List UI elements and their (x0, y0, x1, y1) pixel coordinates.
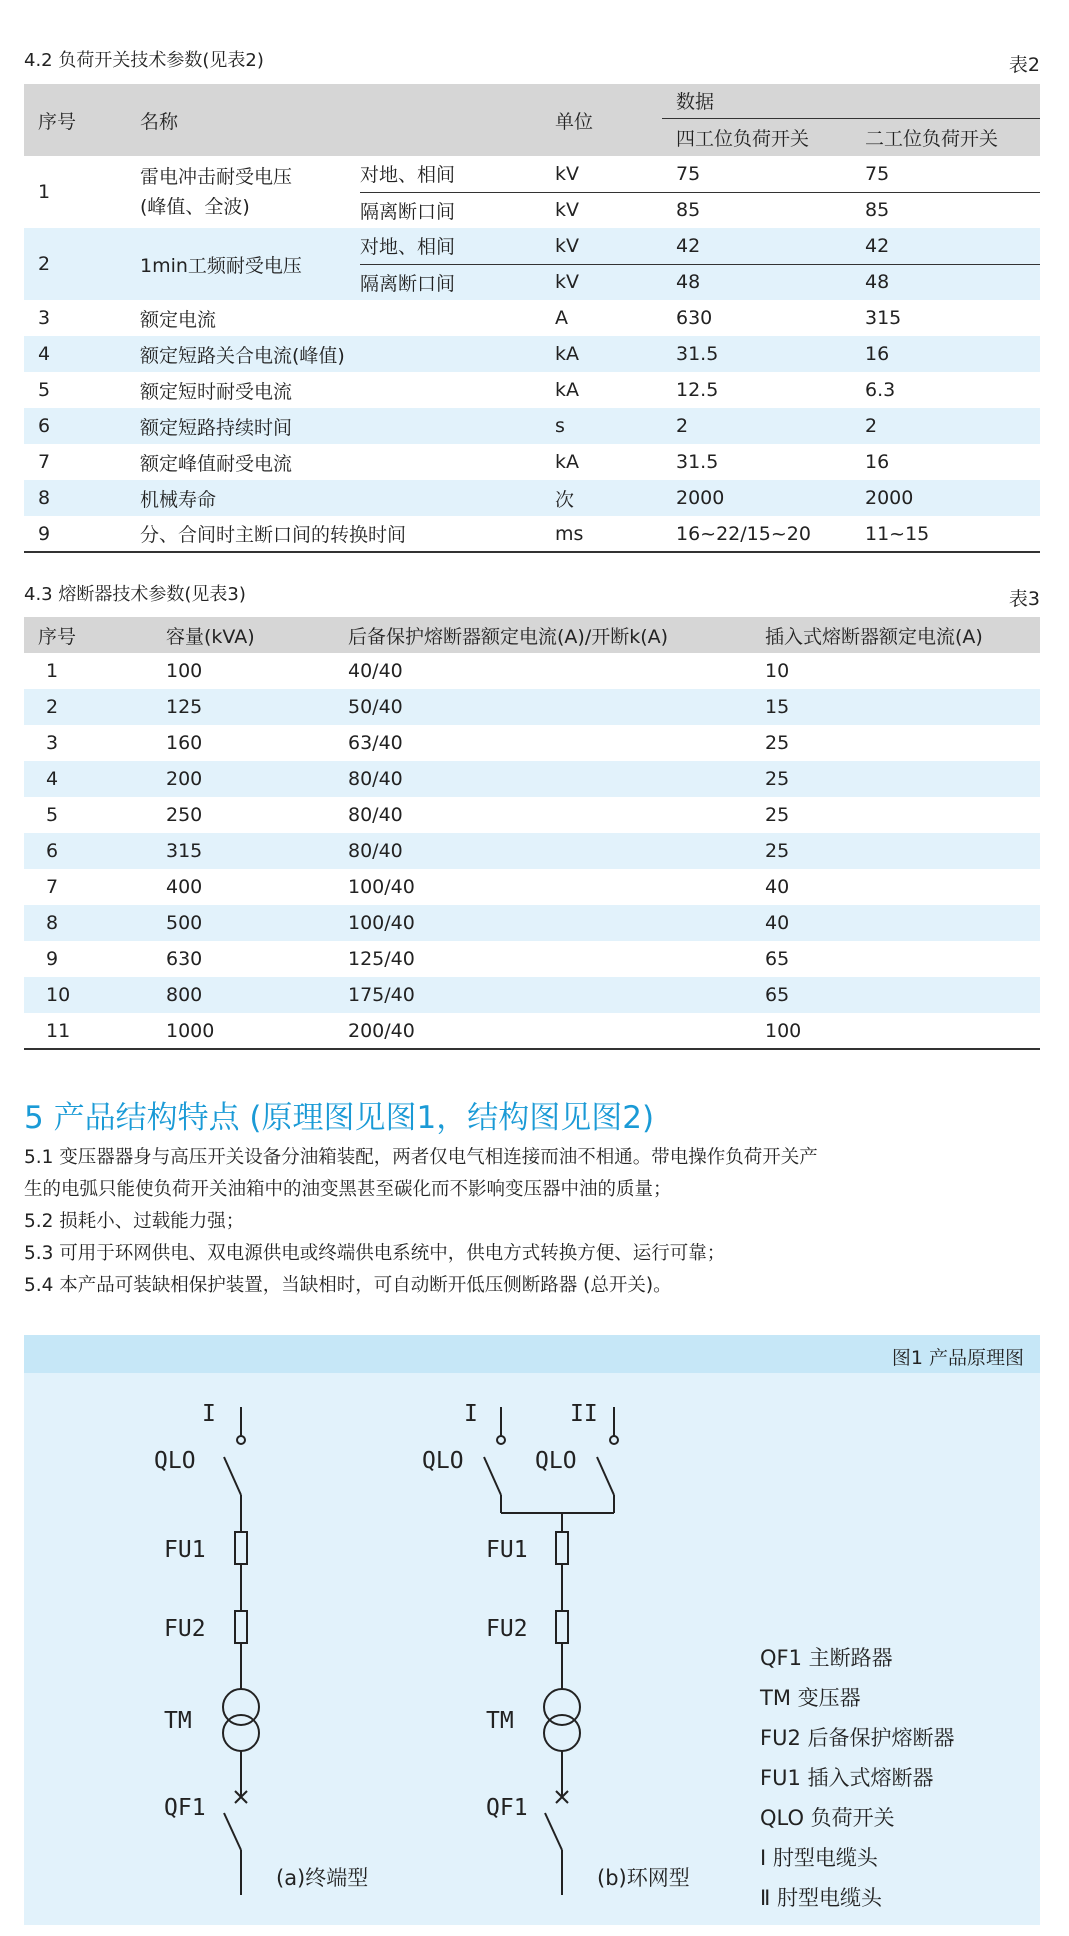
t2-cell-no: 5 (38, 379, 51, 401)
table-row (24, 653, 1040, 689)
t3-cell-backup: 40/40 (348, 660, 403, 682)
t3-cell-no: 2 (46, 696, 59, 718)
t2-header-name: 名称 (140, 110, 179, 133)
t2-r1b-unit: kV (555, 199, 580, 222)
t2-cell-name: 额定峰值耐受电流 (140, 452, 293, 475)
t2-r1a-v2: 75 (865, 156, 1040, 192)
t2-cell-unit: s (555, 415, 565, 437)
t2-r1-name-line1: 雷电冲击耐受电压 (140, 166, 293, 188)
t2-r2b-v2: 48 (865, 271, 890, 294)
t2-cell-v2: 11~15 (865, 522, 930, 545)
t2-r1a-v1: 75 (662, 156, 865, 192)
t2-cell-no: 7 (38, 451, 51, 473)
figure1 (24, 1335, 1040, 1925)
t3-cell-capacity: 315 (166, 840, 203, 862)
section5-heading: 5 产品结构特点 (原理图见图1，结构图见图2) (24, 1100, 655, 1136)
t3-cell-plugin: 25 (765, 732, 790, 754)
t2-cell-unit: kA (555, 343, 580, 365)
t2-r2a-sub: 对地、相间 (360, 228, 555, 264)
t2-cell-v2: 2000 (865, 487, 914, 509)
t2-r2b-unit: kV (555, 271, 580, 294)
table-row (24, 516, 1040, 552)
legend-fu2: FU2 后备保护熔断器 (760, 1726, 955, 1750)
t2-cell-no: 3 (38, 307, 51, 329)
table3-label: 表3 (1008, 588, 1040, 610)
label-fu2-b: FU2 (486, 1616, 528, 1642)
t3-cell-no: 10 (46, 984, 71, 1006)
t3-cell-no: 5 (46, 804, 59, 826)
label-qf1-b: QF1 (486, 1795, 528, 1821)
table-row (24, 1013, 1040, 1049)
t2-cell-v1: 2 (676, 415, 689, 437)
t2-cell-name: 机械寿命 (140, 488, 217, 511)
t3-cell-capacity: 630 (166, 948, 203, 970)
schematic-diagram (24, 1335, 1040, 1925)
t2-r1b-v2: 85 (865, 199, 890, 222)
t2-cell-name: 额定短时耐受电流 (140, 380, 293, 403)
t2-cell-unit: kA (555, 379, 580, 401)
table-row (24, 941, 1040, 977)
t2-cell-no: 8 (38, 487, 51, 509)
label-qlo-a: QLO (154, 1448, 196, 1474)
t3-cell-plugin: 40 (765, 912, 790, 934)
t2-cell-v2: 6.3 (865, 379, 896, 401)
t2-r1b-v1: 85 (676, 199, 701, 222)
table-row (24, 869, 1040, 905)
table-row (24, 336, 1040, 372)
t2-cell-v1: 16~22/15~20 (676, 522, 811, 545)
table2-section-title: 4.2 负荷开关技术参数(见表2) (24, 50, 264, 71)
table-row (24, 300, 1040, 336)
t3-cell-no: 8 (46, 912, 59, 934)
t2-cell-unit: ms (555, 522, 584, 545)
t2-r2a-v1: 42 (662, 228, 865, 264)
t2-cell-unit: 次 (555, 488, 575, 511)
t2-cell-v2: 315 (865, 307, 902, 329)
t2-r2a-unit: kV (555, 228, 662, 264)
t2-r1a-unit: kV (555, 156, 662, 192)
t2-r2b-v1: 48 (676, 271, 701, 294)
t3-cell-capacity: 400 (166, 876, 203, 898)
table-row (24, 372, 1040, 408)
label-cable-head-ii-b: II (570, 1401, 598, 1427)
para-5-2: 5.2 损耗小、过载能力强； (24, 1211, 245, 1232)
t3-header-plugin: 插入式熔断器额定电流(A) (765, 625, 983, 648)
table-row (24, 228, 1040, 264)
t3-cell-plugin: 65 (765, 948, 790, 970)
t2-cell-unit: A (555, 307, 568, 329)
t2-cell-no: 4 (38, 343, 51, 365)
t3-cell-no: 7 (46, 876, 59, 898)
t2-cell-v1: 31.5 (676, 451, 719, 473)
t2-r2-name: 1min工频耐受电压 (140, 254, 302, 277)
t2-cell-v2: 16 (865, 451, 890, 473)
caption-a: (a)终端型 (276, 1866, 369, 1890)
t2-cell-name: 额定短路持续时间 (140, 416, 293, 439)
t2-header-unit: 单位 (555, 110, 594, 133)
t2-cell-no: 6 (38, 415, 51, 437)
t3-header-capacity: 容量(kVA) (166, 625, 255, 648)
t2-header-no: 序号 (38, 110, 77, 133)
t3-cell-backup: 175/40 (348, 984, 415, 1006)
t2-r1a-sub: 对地、相间 (360, 156, 555, 192)
label-fu2-a: FU2 (164, 1616, 206, 1642)
t3-cell-plugin: 15 (765, 696, 790, 718)
table2-label: 表2 (1008, 54, 1040, 76)
t2-r1b-sub: 隔离断口间 (360, 200, 456, 223)
label-tm-b: TM (486, 1708, 514, 1734)
caption-b: (b)环网型 (597, 1866, 690, 1890)
t3-cell-backup: 80/40 (348, 840, 403, 862)
t3-cell-plugin: 25 (765, 840, 790, 862)
table-row (24, 480, 1040, 516)
t3-header-backup: 后备保护熔断器额定电流(A)/开断k(A) (348, 625, 669, 648)
t2-r2-no: 2 (38, 253, 51, 275)
legend-qlo: QLO 负荷开关 (760, 1806, 895, 1830)
label-qf1-a: QF1 (164, 1795, 206, 1821)
label-qlo-b1: QLO (422, 1448, 464, 1474)
legend-fu1: FU1 插入式熔断器 (760, 1766, 934, 1790)
t2-header-four: 四工位负荷开关 (676, 127, 810, 150)
t3-cell-no: 9 (46, 948, 59, 970)
table-row (24, 833, 1040, 869)
t2-r1-no: 1 (38, 181, 51, 203)
t2-header-two: 二工位负荷开关 (865, 127, 999, 150)
table2 (24, 84, 1040, 553)
t3-cell-plugin: 40 (765, 876, 790, 898)
t3-cell-backup: 100/40 (348, 876, 415, 898)
t2-cell-v1: 31.5 (676, 343, 719, 365)
table-row (24, 444, 1040, 480)
t3-cell-no: 3 (46, 732, 59, 754)
table3 (24, 617, 1040, 1050)
t3-cell-capacity: 800 (166, 984, 203, 1006)
t2-cell-name: 分、合间时主断口间的转换时间 (140, 524, 407, 546)
t2-r2a-v2: 42 (865, 228, 1040, 264)
t3-cell-capacity: 1000 (166, 1019, 215, 1042)
t3-cell-capacity: 250 (166, 804, 203, 826)
t2-r1-name-line2: (峰值、全波) (140, 196, 250, 218)
t2-cell-v2: 2 (865, 415, 878, 437)
t3-cell-plugin: 65 (765, 984, 790, 1006)
legend-cable-head-i: Ⅰ 肘型电缆头 (760, 1846, 878, 1870)
t3-cell-no: 1 (46, 660, 59, 682)
table-row (24, 408, 1040, 444)
figure1-caption: 图1 产品原理图 (891, 1347, 1024, 1369)
legend (759, 1646, 955, 1910)
label-fu1-b: FU1 (486, 1537, 528, 1563)
t2-cell-name: 额定电流 (140, 308, 217, 331)
t3-cell-backup: 80/40 (348, 768, 403, 790)
t3-cell-backup: 80/40 (348, 804, 403, 826)
para-5-1-line2: 生的电弧只能使负荷开关油箱中的油变黑甚至碳化而不影响变压器中油的质量； (24, 1179, 672, 1200)
legend-cable-head-ii: Ⅱ 肘型电缆头 (760, 1886, 883, 1910)
table-row (24, 797, 1040, 833)
label-qlo-b2: QLO (535, 1448, 577, 1474)
table-row (24, 689, 1040, 725)
t3-cell-backup: 100/40 (348, 912, 415, 934)
t3-cell-capacity: 100 (166, 660, 203, 682)
table3-section-title: 4.3 熔断器技术参数(见表3) (24, 584, 246, 605)
label-cable-head-i-a: I (202, 1401, 216, 1427)
t3-cell-capacity: 200 (166, 768, 203, 790)
section5-body (24, 1142, 1044, 1302)
table-row (24, 725, 1040, 761)
t2-cell-v2: 16 (865, 343, 890, 365)
legend-qf1: QF1 主断路器 (760, 1646, 893, 1670)
t3-cell-no: 4 (46, 768, 59, 790)
t3-cell-backup: 200/40 (348, 1019, 415, 1042)
t2-cell-unit: kA (555, 451, 580, 473)
t2-r1-name (140, 156, 360, 228)
t3-cell-capacity: 160 (166, 732, 203, 754)
t2-cell-v1: 2000 (676, 487, 725, 509)
t2-r2b-sub: 隔离断口间 (360, 272, 456, 295)
t3-cell-capacity: 500 (166, 912, 203, 934)
label-fu1-a: FU1 (164, 1537, 206, 1563)
para-5-4: 5.4 本产品可装缺相保护装置，当缺相时，可自动断开低压侧断路器 (总开关)。 (24, 1275, 672, 1296)
label-tm-a: TM (164, 1708, 192, 1734)
table-row (24, 977, 1040, 1013)
para-5-1-line1: 5.1 变压器器身与高压开关设备分油箱装配，两者仅电气相连接而油不相通。带电操作负荷开关产 (24, 1147, 818, 1168)
para-5-3: 5.3 可用于环网供电、双电源供电或终端供电系统中，供电方式转换方便、运行可靠； (24, 1243, 726, 1264)
t2-cell-v1: 630 (676, 307, 713, 329)
t2-cell-name: 额定短路关合电流(峰值) (140, 344, 345, 367)
table-row (24, 761, 1040, 797)
t3-cell-backup: 50/40 (348, 696, 403, 718)
table-row (24, 156, 1040, 192)
table-row (24, 905, 1040, 941)
label-cable-head-i-b: I (464, 1401, 478, 1427)
legend-tm: TM 变压器 (760, 1686, 861, 1710)
t3-cell-capacity: 125 (166, 696, 203, 718)
t3-cell-plugin: 100 (765, 1019, 802, 1042)
t3-cell-plugin: 10 (765, 660, 790, 682)
t3-cell-plugin: 25 (765, 804, 790, 826)
t3-header-no: 序号 (38, 625, 77, 648)
t3-cell-no: 6 (46, 840, 59, 862)
t2-cell-v1: 12.5 (676, 379, 719, 401)
t3-cell-backup: 63/40 (348, 732, 403, 754)
t2-header-data: 数据 (662, 84, 1040, 118)
t3-cell-no: 11 (46, 1019, 71, 1042)
t3-cell-backup: 125/40 (348, 948, 415, 970)
t2-cell-no: 9 (38, 522, 51, 545)
t3-cell-plugin: 25 (765, 768, 790, 790)
